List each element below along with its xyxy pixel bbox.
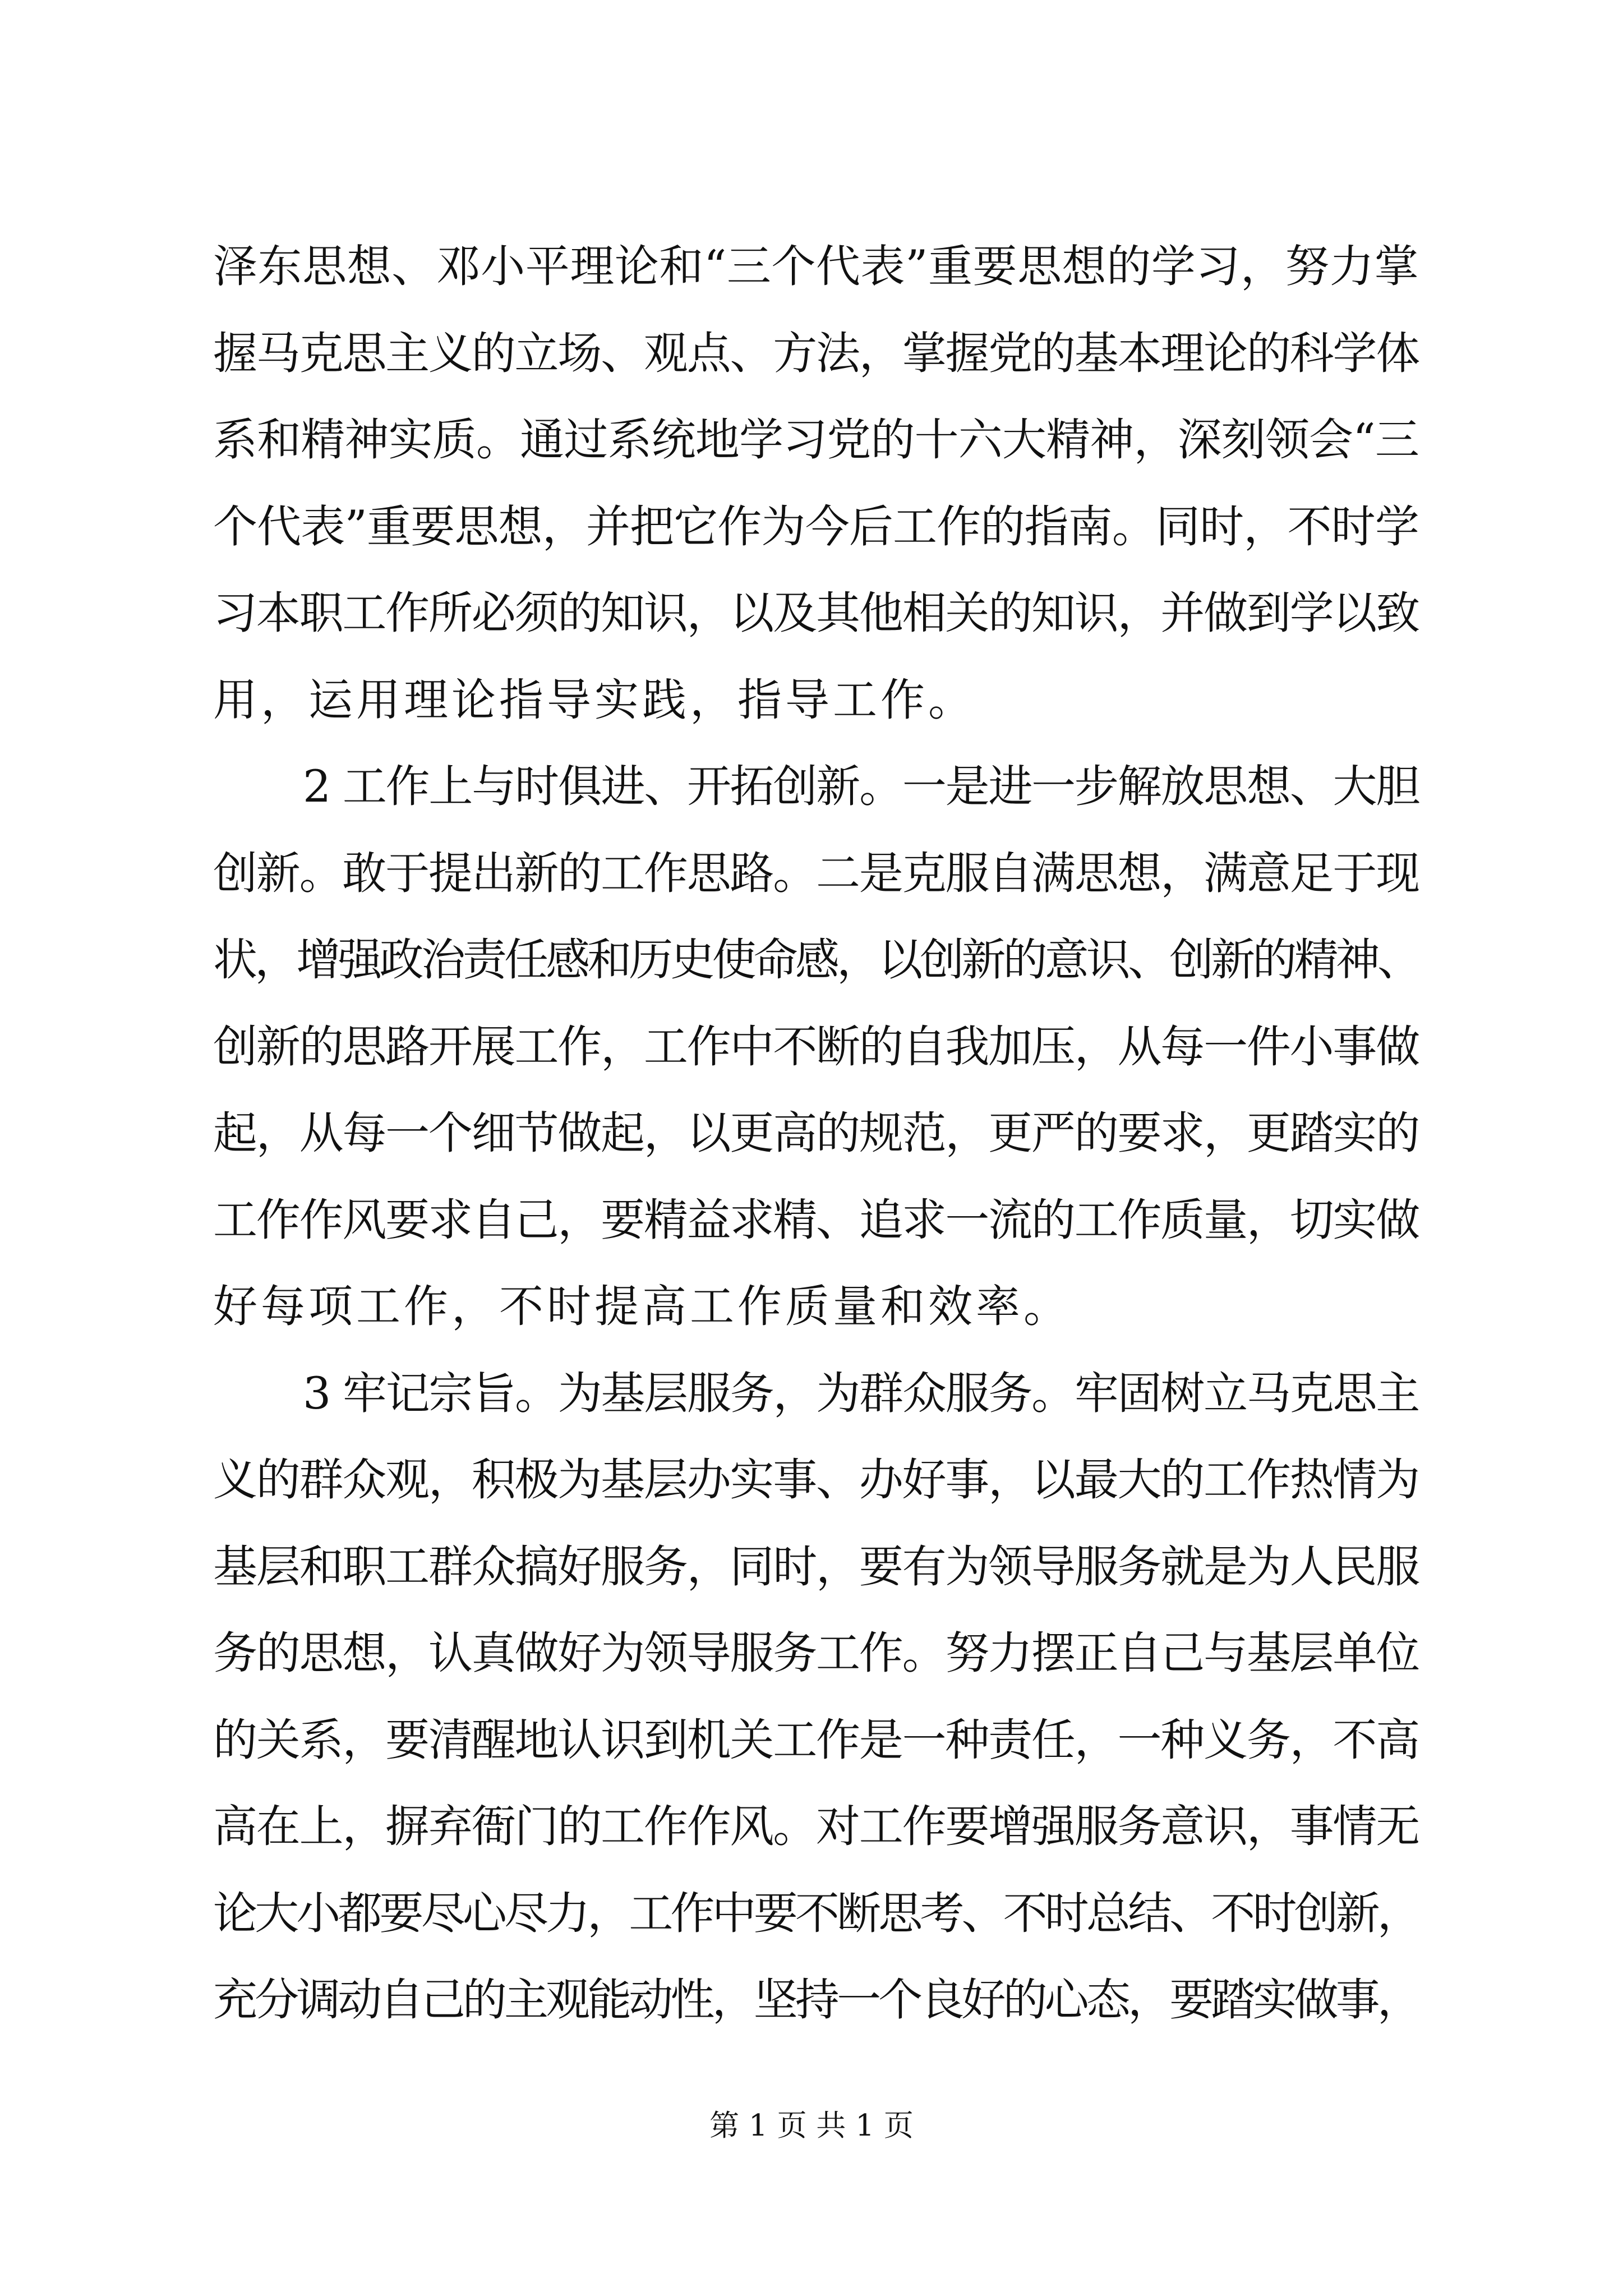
text-line bbox=[0, 918, 1623, 1002]
text-line-content: 的关系，要清醒地认识到机关工作是一种责任，一种义务，不高 bbox=[213, 1714, 1419, 1766]
text-line-content: 高在上，摒弃衙门的工作作风。对工作要增强服务意识，事情无 bbox=[213, 1801, 1419, 1852]
text-line-content: 创新的思路开展工作，工作中不断的自我加压，从每一件小事做 bbox=[213, 1020, 1419, 1073]
text-line bbox=[0, 1958, 1623, 2042]
text-line bbox=[0, 1784, 1623, 1869]
text-line-content: 义的群众观，积极为基层办实事、办好事，以最大的工作热情为 bbox=[213, 1454, 1419, 1506]
text-line bbox=[0, 1525, 1623, 1609]
text-line-content: 握马克思主义的立场、观点、方法，掌握党的基本理论的科学体 bbox=[213, 327, 1419, 379]
text-line-content: 习本职工作所必须的知识，以及其他相关的知识，并做到学以致 bbox=[213, 587, 1419, 639]
text-line-content: 系和精神实质。通过系统地学习党的十六大精神，深刻领会“三 bbox=[213, 414, 1419, 466]
text-line bbox=[0, 1698, 1623, 1782]
text-line bbox=[0, 398, 1623, 482]
text-line bbox=[0, 1351, 1623, 1435]
text-line-content: 用，运用理论指导实践，指导工作。 bbox=[213, 674, 976, 726]
text-line-content: 创新。敢于提出新的工作思路。二是克服自满思想，满意足于现 bbox=[213, 847, 1419, 899]
text-line-content: 状，增强政治责任感和历史使命感，以创新的意识、创新的精神、 bbox=[213, 934, 1419, 986]
text-line-content: 基层和职工群众搞好服务，同时，要有为领导服务就是为人民服 bbox=[213, 1540, 1419, 1593]
text-line bbox=[0, 1871, 1623, 1955]
text-line bbox=[0, 1091, 1623, 1175]
text-line bbox=[0, 311, 1623, 395]
text-line bbox=[0, 744, 1623, 829]
text-line-content: 2 工作上与时俱进、开拓创新。一是进一步解放思想、大胆 bbox=[303, 761, 1419, 812]
text-line-content: 论大小都要尽心尽力，工作中要不断思考、不时总结、不时创新， bbox=[213, 1887, 1419, 1939]
text-line-content: 泽东思想、邓小平理论和“三个代表”重要思想的学习，努力掌 bbox=[213, 241, 1419, 292]
text-line bbox=[0, 658, 1623, 742]
text-line-content: 工作作风要求自己，要精益求精、追求一流的工作质量，切实做 bbox=[213, 1194, 1419, 1246]
text-line-content: 好每项工作，不时提高工作质量和效率。 bbox=[213, 1281, 1071, 1332]
text-line bbox=[0, 831, 1623, 915]
text-line bbox=[0, 485, 1623, 569]
text-line-content: 充分调动自己的主观能动性，坚持一个良好的心态，要踏实做事， bbox=[213, 1974, 1419, 2026]
text-line bbox=[0, 571, 1623, 655]
text-line bbox=[0, 1264, 1623, 1349]
text-line bbox=[0, 1438, 1623, 1522]
text-line-content: 3 牢记宗旨。为基层服务，为群众服务。牢固树立马克思主 bbox=[303, 1367, 1419, 1419]
text-line bbox=[0, 1178, 1623, 1262]
page-footer: 第 1 页 共 1 页 bbox=[709, 2109, 914, 2143]
text-line-content: 个代表”重要思想，并把它作为今后工作的指南。同时，不时学 bbox=[213, 500, 1419, 553]
text-line bbox=[0, 1611, 1623, 1695]
text-line bbox=[0, 224, 1623, 309]
text-line-content: 务的思想，认真做好为领导服务工作。努力摆正自己与基层单位 bbox=[213, 1627, 1419, 1679]
text-line bbox=[0, 1005, 1623, 1089]
text-line-content: 起，从每一个细节做起，以更高的规范，更严的要求，更踏实的 bbox=[213, 1107, 1419, 1159]
